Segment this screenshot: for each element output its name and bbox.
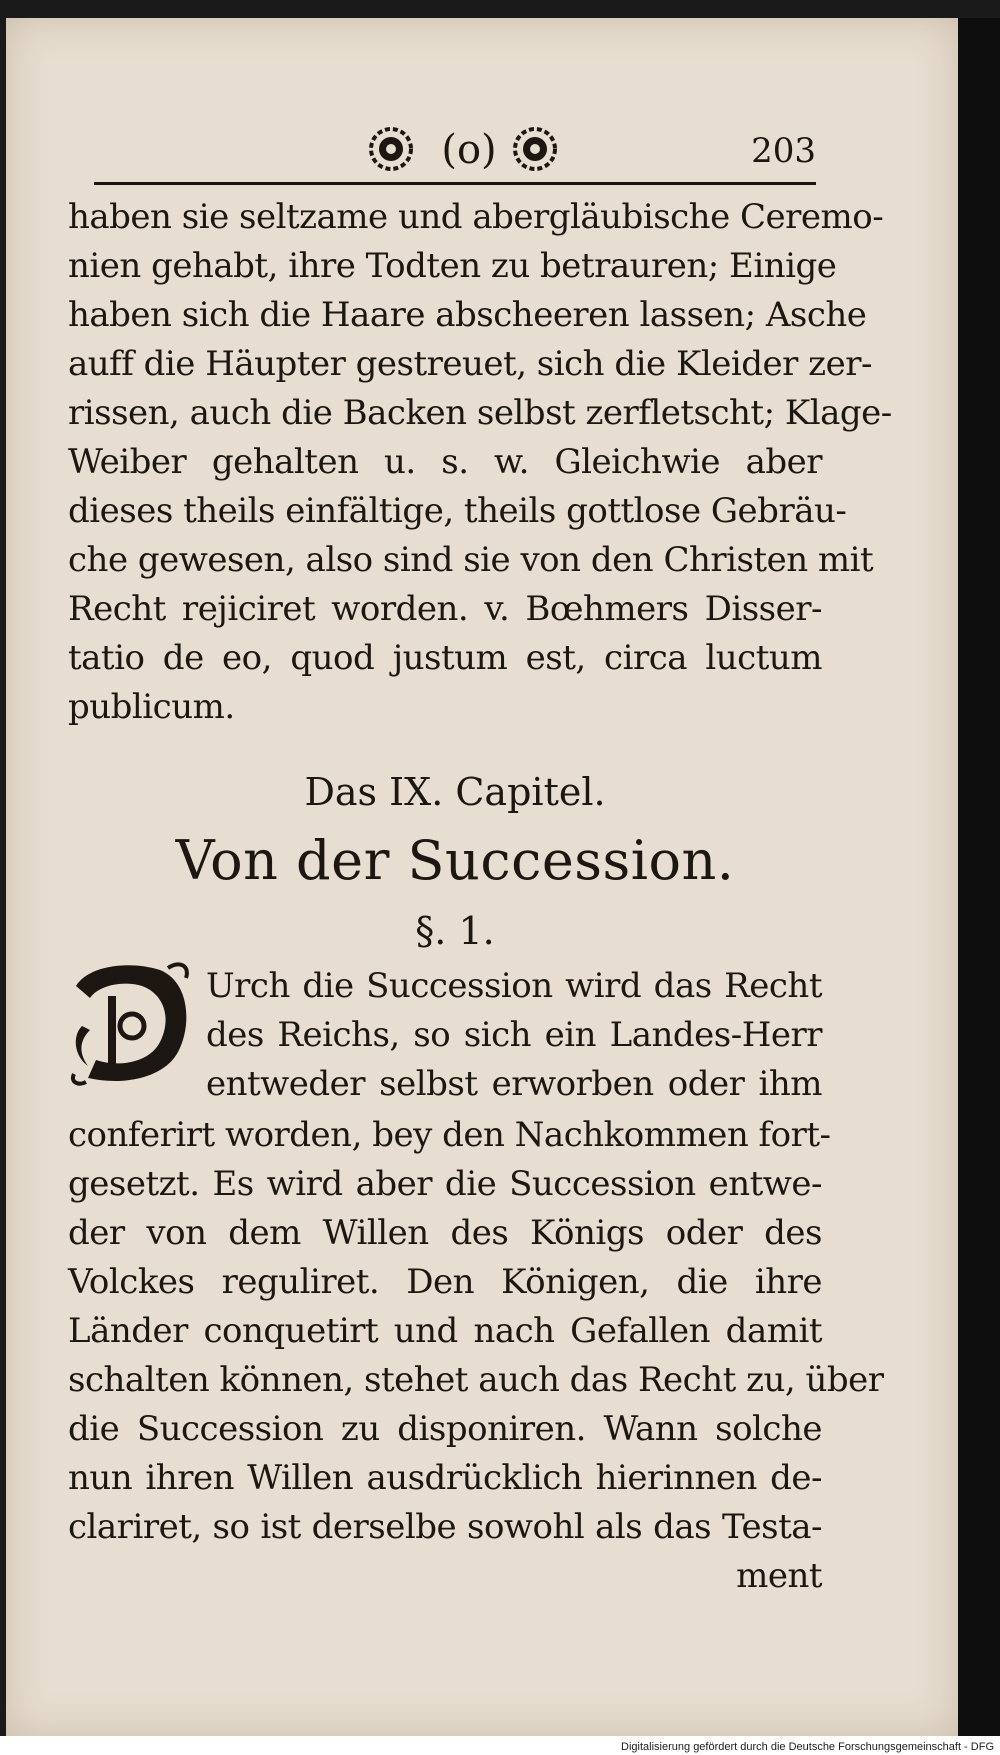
text-line: Länder conquetirt und nach Gefallen damit	[68, 1311, 822, 1351]
text-line: rissen, auch die Backen selbst zerfletscht; Klage-	[68, 393, 892, 433]
rosette-ornament-icon	[512, 126, 558, 172]
section-mark: §. 1.	[415, 909, 495, 953]
paragraph-1	[68, 193, 892, 732]
text-line: gesetzt. Es wird aber die Succession entwe-	[68, 1164, 822, 1204]
text-line: Volckes reguliret. Den Königen, die ihre	[68, 1262, 822, 1302]
text-line: clariret, so ist derselbe sowohl als das Testa-	[68, 1507, 822, 1547]
text-line: Urch die Succession wird das Recht	[206, 966, 822, 1006]
text-line: nien gehabt, ihre Todten zu betrauren; Einige	[68, 246, 837, 286]
text-line: publicum.	[68, 687, 235, 727]
text-line: des Reichs, so sich ein Landes-Herr	[206, 1015, 822, 1055]
text-line: auff die Häupter gestreuet, sich die Kleider zer-	[68, 344, 872, 384]
text-line: haben sich die Haare abscheeren lassen; Asche	[68, 295, 867, 335]
text-line: che gewesen, also sind sie von den Christen mit	[68, 540, 874, 580]
text-line: entweder selbst erworben oder ihm	[206, 1064, 822, 1104]
digitization-credit: Digitalisierung gefördert durch die Deutsche Forschungsgemeinschaft - DFG	[621, 1741, 994, 1753]
book-page	[6, 18, 958, 1736]
text-line: dieses theils einfältige, theils gottlose Gebräu-	[68, 491, 847, 531]
catchword: ment	[736, 1556, 822, 1596]
page-number: 203	[751, 131, 816, 171]
text-line: die Succession zu disponiren. Wann solche	[68, 1409, 822, 1449]
header-rule	[94, 182, 816, 185]
decorated-initial-icon	[68, 956, 194, 1088]
text-line: tatio de eo, quod justum est, circa luctum	[68, 638, 822, 678]
rosette-ornament-icon	[368, 126, 414, 172]
text-line: Weiber gehalten u. s. w. Gleichwie aber	[68, 442, 822, 482]
paragraph-2	[68, 1111, 884, 1601]
paragraph-2-dropcap-lines	[206, 962, 822, 1109]
running-header	[94, 122, 816, 186]
header-center-mark: (o)	[441, 127, 497, 173]
chapter-label: Das IX. Capitel.	[304, 770, 606, 814]
text-line: haben sie seltzame und abergläubische Ceremo-	[68, 197, 884, 237]
text-line: nun ihren Willen ausdrücklich hierinnen de-	[68, 1458, 822, 1498]
text-line: schalten können, stehet auch das Recht zu, über	[68, 1360, 884, 1400]
text-line: der von dem Willen des Königs oder des	[68, 1213, 822, 1253]
text-line: conferirt worden, bey den Nachkommen fort-	[68, 1115, 831, 1155]
chapter-title: Von der Succession.	[175, 829, 735, 892]
text-line: Recht rejiciret worden. v. Bœhmers Disser-	[68, 589, 822, 629]
book-edge-shadow	[958, 18, 1000, 1736]
